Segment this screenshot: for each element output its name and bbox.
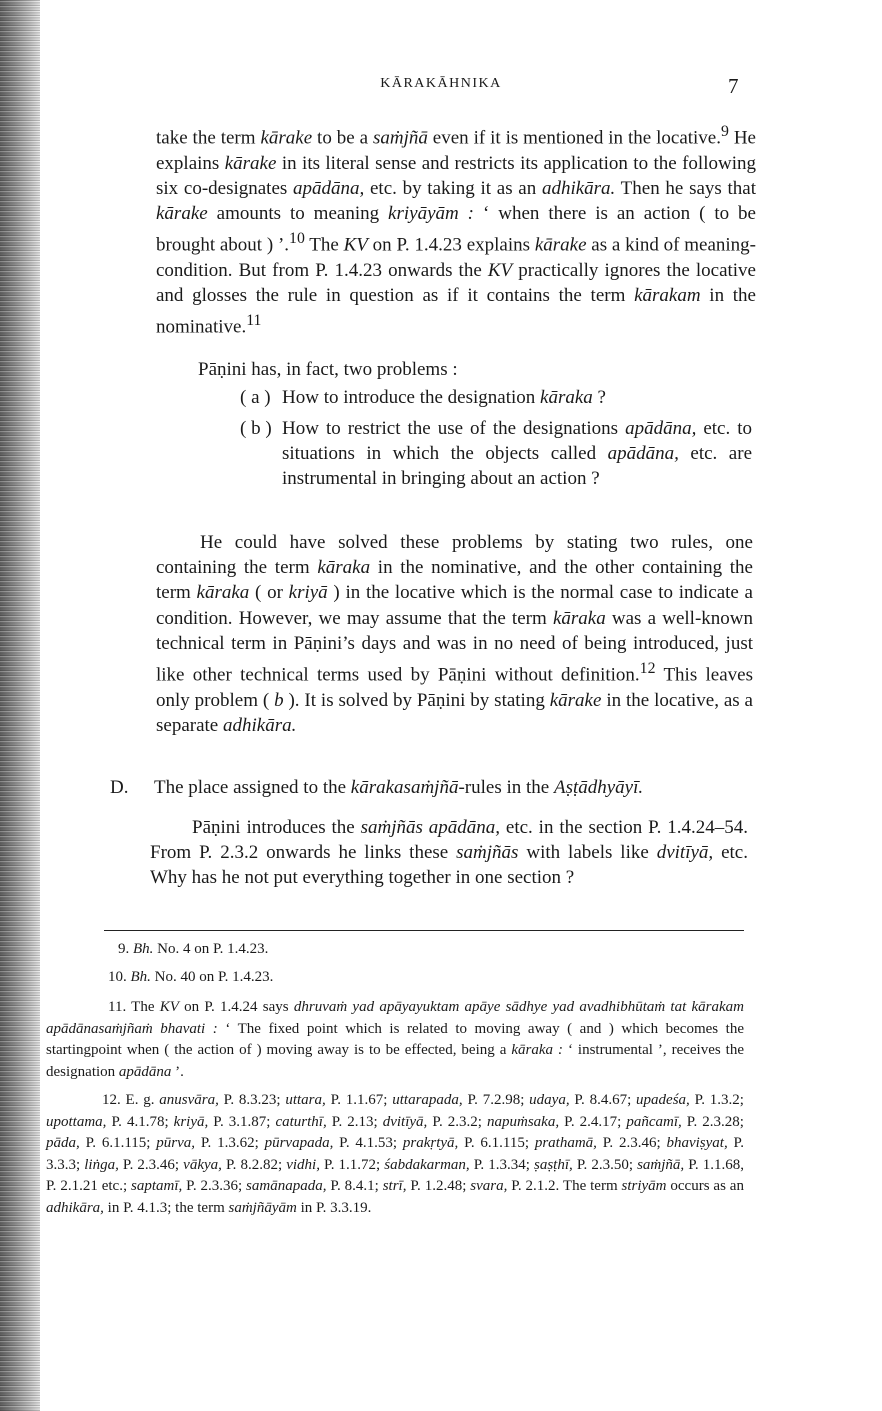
italic-term: adhikāra. xyxy=(222,714,297,736)
footnote-divider xyxy=(104,930,744,931)
text-run: P. 8.4.1; xyxy=(326,1178,383,1195)
text-run: in the locative, as a separate xyxy=(156,689,753,736)
book-spine-shadow xyxy=(0,0,40,1411)
text-run: ‘ instrumental ’, receives the designation xyxy=(46,1042,745,1080)
italic-term: KV xyxy=(343,234,368,256)
text-run: in the nominative. xyxy=(156,284,756,338)
italic-term: kārake xyxy=(260,127,313,149)
text-run: on P. 1.4.23 explains xyxy=(367,234,535,256)
text-run: 10. xyxy=(108,969,127,985)
text-run: P. 1.3.62; xyxy=(195,1135,265,1152)
italic-term: Aṣṭādhyāyī. xyxy=(553,777,644,798)
italic-term: kārake xyxy=(549,689,602,711)
italic-term: vākya, xyxy=(183,1156,222,1173)
list-text xyxy=(282,416,752,492)
list-label: ( a ) xyxy=(240,387,271,408)
italic-term: kāraka xyxy=(540,387,593,408)
text-run: take the term xyxy=(156,127,261,149)
footnote-ref: 9 xyxy=(721,123,729,140)
italic-term: Bh. xyxy=(130,969,151,985)
italic-term: apādāna, xyxy=(625,418,697,439)
text-run: P. 3.3.3; xyxy=(46,1135,744,1173)
text-run: ? xyxy=(592,387,606,408)
italic-term: kārake xyxy=(534,234,587,256)
text-run: etc. by taking it as an xyxy=(364,177,542,199)
italic-term: liṅga, xyxy=(84,1156,119,1173)
text-run: How to introduce the designation xyxy=(282,387,541,408)
text-run: P. 3.1.87; xyxy=(208,1113,276,1130)
text-run: He explains xyxy=(156,127,756,174)
text-run: ). It is solved by Pāṇini by stating xyxy=(283,689,550,711)
italic-term: udaya, xyxy=(529,1092,570,1108)
running-head: KĀRAKĀHNIKA xyxy=(380,76,502,91)
footnote-ref: 11 xyxy=(246,312,262,330)
italic-term: upadeśa, xyxy=(636,1092,690,1108)
text-run: in the nominative, and the other containing the term xyxy=(156,557,753,604)
italic-term: saptamī, xyxy=(131,1178,183,1195)
section-letter: D. xyxy=(110,777,129,798)
italic-term: caturthī, xyxy=(275,1113,327,1130)
text-run: ) in the locative which is the normal case to indicate a condition. However, we may assume that the term xyxy=(156,582,753,629)
italic-term: dvitīyā, xyxy=(382,1113,428,1130)
text-run: P. 4.1.78; xyxy=(106,1113,174,1130)
italic-term: apādāna, xyxy=(293,177,365,199)
italic-term: uttarapada, xyxy=(392,1092,463,1108)
footnote-9 xyxy=(118,939,718,961)
text-run: The place assigned to the xyxy=(154,777,351,798)
text-run: P. 1.1.68, P. 2.1.21 etc.; xyxy=(46,1156,744,1195)
text-run: P. 8.2.82; xyxy=(221,1156,287,1173)
text-run: Pāṇini introduces the xyxy=(192,817,361,838)
italic-term: kriyā xyxy=(288,582,328,604)
italic-term: kriyāyām : xyxy=(388,202,475,224)
text-run: The xyxy=(304,234,344,256)
italic-term: apādāna, xyxy=(607,443,679,465)
italic-term: kārake xyxy=(224,152,277,174)
text-run: to be a xyxy=(312,127,373,149)
italic-term: vidhi, xyxy=(286,1156,320,1173)
text-run: occurs as an xyxy=(666,1178,744,1195)
text-run: 12. xyxy=(102,1092,121,1108)
text-run: P. 2.1.2. The term xyxy=(507,1178,622,1195)
italic-term: kāraka xyxy=(196,582,250,604)
italic-term: pūrva, xyxy=(156,1135,196,1152)
italic-term: uttara, xyxy=(285,1092,326,1108)
footnote-ref: 12 xyxy=(639,660,656,678)
paragraph-3 xyxy=(156,530,753,738)
text-run: P. 2.3.50; xyxy=(572,1156,638,1173)
text-run: with labels like xyxy=(518,842,657,864)
italic-term: dhruvaṁ yad apāyayuktam apāye sādhye yad avadhibhūtaṁ tat kārakam apādānasaṁjñaṁ bhavati : xyxy=(46,999,744,1037)
text-run: P. 6.1.115; xyxy=(458,1135,535,1152)
section-title xyxy=(154,775,643,800)
text-run: No. 4 on P. 1.4.23. xyxy=(153,941,269,957)
italic-term: napuṁsaka, xyxy=(487,1113,560,1130)
italic-term: śabdakarman, xyxy=(384,1156,470,1173)
list-text xyxy=(282,385,752,410)
text-run: etc. Why has he not put everything together in one section ? xyxy=(150,842,748,889)
footnote-11 xyxy=(46,997,744,1083)
text-run: in its literal sense and restricts its application to the following six co-designates xyxy=(156,152,756,199)
paragraph-1 xyxy=(156,119,756,340)
italic-term: prathamā, xyxy=(534,1135,597,1152)
paragraph-2: Pāṇini has, in fact, two problems : xyxy=(198,359,458,380)
text-run: The xyxy=(126,999,160,1015)
text-run: P. 8.4.67; xyxy=(569,1092,637,1108)
text-run: amounts to meaning xyxy=(207,202,389,224)
footnote-12 xyxy=(46,1090,744,1220)
text-run: P. 4.1.53; xyxy=(333,1135,403,1152)
text-run: P. 6.1.115; xyxy=(79,1135,157,1152)
text-run: ‘ The fixed point which is related to moving away ( and ) which becomes the startingpoint when ( the action of ) moving away is to be effected, being a xyxy=(46,1020,744,1059)
text-run: on P. 1.4.24 says xyxy=(178,999,294,1015)
text-run: P. 2.3.46; xyxy=(596,1135,667,1152)
italic-term: kārakasaṁjñā xyxy=(350,777,459,798)
italic-term: pūrvapada, xyxy=(264,1135,334,1152)
italic-term: kriyā, xyxy=(173,1113,209,1130)
text-run: in P. 3.3.19. xyxy=(296,1199,372,1216)
italic-term: KV xyxy=(487,259,513,281)
italic-term: adhikāra, xyxy=(46,1199,104,1216)
italic-term: kāraka : xyxy=(511,1042,563,1059)
text-run: P. 2.3.36; xyxy=(182,1178,247,1195)
text-run: etc. to situations in which the objects called xyxy=(282,418,752,465)
italic-term: bhaviṣyat, xyxy=(666,1135,728,1152)
italic-term: strī, xyxy=(382,1178,407,1195)
text-run: -rules in the xyxy=(458,777,554,798)
italic-term: kārake xyxy=(156,202,208,224)
paragraph-4 xyxy=(150,815,748,891)
text-run: ’. xyxy=(171,1063,184,1080)
italic-term: kārakam xyxy=(634,284,701,306)
text-run: etc. are instrumental in bringing about an action ? xyxy=(282,443,753,490)
italic-term: apādāna xyxy=(118,1063,172,1080)
italic-term: saṁjñās apādāna, xyxy=(360,817,501,838)
italic-term: pañcamī, xyxy=(626,1113,682,1130)
text-run: P. 8.3.23; xyxy=(218,1092,286,1108)
text-run: 11. xyxy=(108,999,127,1015)
italic-term: kāraka xyxy=(317,557,371,579)
text-run: P. 7.2.98; xyxy=(462,1092,530,1108)
italic-term: striyām xyxy=(621,1178,667,1195)
italic-term: ṣaṣṭhī, xyxy=(534,1156,573,1173)
italic-term: pāda, xyxy=(46,1135,80,1152)
page-number: 7 xyxy=(728,74,739,98)
text-run: etc. in the section P. 1.4.24–54. From P. 2.3.2 onwards he links these xyxy=(150,817,748,864)
italic-term: saṁjñā xyxy=(372,127,428,149)
text-run: even if it is mentioned in the locative. xyxy=(427,127,721,149)
text-run: P. 2.4.17; xyxy=(559,1113,627,1130)
text-run: He could have solved these problems by stating two rules, one containing the term xyxy=(156,532,753,579)
italic-term: kāraka xyxy=(552,607,606,629)
text-run: was a well-known technical term in Pāṇini’s days and was in no need of being introduced, just like other technical terms used by Pāṇini without definition. xyxy=(156,607,753,686)
text-run: P. 2.3.28; xyxy=(681,1113,744,1130)
text-run: How to restrict the use of the designations xyxy=(282,418,626,439)
list-label: ( b ) xyxy=(240,418,272,439)
italic-term: adhikāra. xyxy=(541,177,616,199)
text-run: practically ignores the locative and glosses the rule in question as if it contains the term xyxy=(156,259,756,306)
italic-term: svara, xyxy=(470,1178,508,1195)
italic-term: saṁjñāyām xyxy=(228,1199,297,1216)
text-run: in P. 4.1.3; the term xyxy=(103,1199,229,1216)
italic-term: samānapada, xyxy=(246,1178,327,1195)
italic-term: Bh. xyxy=(133,941,154,957)
text-run: No. 40 on P. 1.4.23. xyxy=(150,969,274,985)
footnote-10 xyxy=(108,967,708,989)
italic-term: dvitīyā, xyxy=(656,842,714,864)
italic-term: b xyxy=(274,689,284,711)
italic-term: saṁjñās xyxy=(456,842,519,864)
text-run: P. 1.3.2; xyxy=(689,1092,744,1108)
text-run: P. 1.1.67; xyxy=(325,1092,393,1108)
italic-term: prakṛtyā, xyxy=(402,1135,459,1152)
text-run: E. g. xyxy=(120,1092,160,1108)
text-run: ‘ when there is an action ( to be brought about ) ’. xyxy=(156,202,756,256)
italic-term: upottama, xyxy=(46,1113,107,1130)
text-run: P. 1.1.72; xyxy=(319,1156,385,1173)
text-run: P. 1.2.48; xyxy=(406,1178,471,1195)
footnote-ref: 10 xyxy=(289,230,305,248)
text-run: Then he says that xyxy=(615,177,756,199)
italic-term: KV xyxy=(159,999,179,1015)
italic-term: anusvāra, xyxy=(159,1092,219,1108)
text-run: 9. xyxy=(118,941,130,957)
text-run: P. 2.3.2; xyxy=(427,1113,488,1130)
text-run: as a kind of meaning-condition. But from P. 1.4.23 onwards the xyxy=(156,234,756,281)
text-run: P. 1.3.34; xyxy=(469,1156,534,1173)
italic-term: saṁjñā, xyxy=(637,1156,685,1173)
text-run: P. 2.13; xyxy=(326,1113,383,1130)
text-run: P. 2.3.46; xyxy=(118,1156,184,1173)
text-run: ( or xyxy=(249,582,289,604)
text-run: This leaves only problem ( xyxy=(156,664,753,711)
